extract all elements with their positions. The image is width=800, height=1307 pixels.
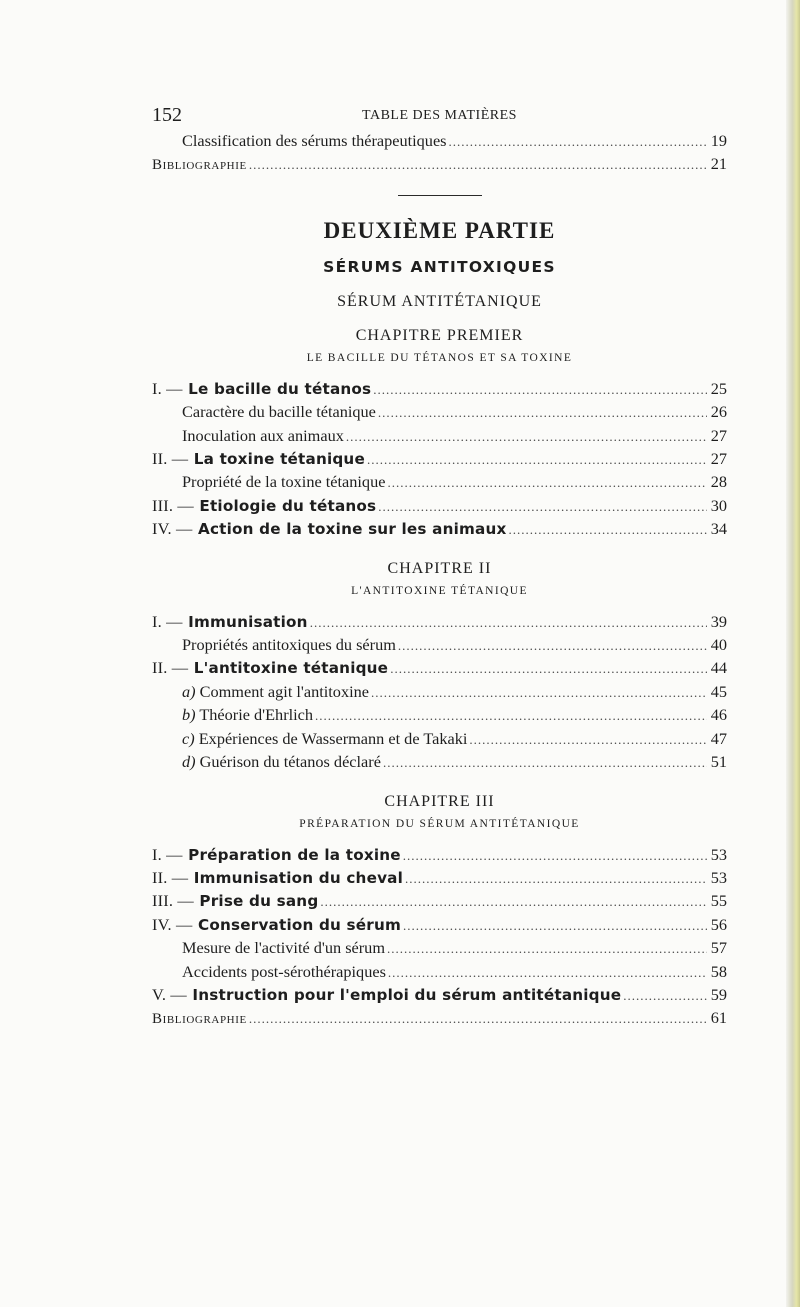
toc-entry bbox=[152, 130, 727, 153]
toc-entry-bibliography bbox=[152, 1007, 727, 1030]
toc-entry-label: Bibliographie bbox=[152, 157, 247, 174]
toc-entry bbox=[152, 984, 727, 1007]
toc-entry-label: Guérison du tétanos déclaré bbox=[199, 752, 381, 772]
leader-dots bbox=[373, 379, 707, 401]
toc-entry bbox=[152, 425, 727, 448]
chapter-title: CHAPITRE III bbox=[384, 792, 495, 810]
toc-entry-label: Accidents post-sérothérapiques bbox=[182, 961, 386, 981]
entry-number: I. — bbox=[152, 378, 183, 398]
section-title: SÉRUMS ANTITOXIQUES bbox=[323, 257, 556, 276]
entry-number: IV. — bbox=[152, 914, 193, 934]
toc-entry-label: Bibliographie bbox=[152, 1011, 247, 1028]
toc-entry-label: Propriété de la toxine tétanique bbox=[182, 472, 386, 492]
toc-entry-label: Etiologie du tétanos bbox=[199, 496, 377, 515]
entry-number: I. — bbox=[152, 844, 183, 864]
toc-entry-label: Action de la toxine sur les animaux bbox=[198, 520, 507, 539]
toc-entry-page: 46 bbox=[710, 705, 727, 725]
toc-entry-page: 27 bbox=[710, 449, 727, 469]
leader-dots bbox=[387, 938, 707, 960]
toc-entry bbox=[152, 961, 727, 984]
chapter-subtitle: LE BACILLE DU TÉTANOS ET SA TOXINE bbox=[306, 351, 573, 364]
toc-entry-page: 59 bbox=[710, 984, 727, 1004]
toc-entry-label: Expériences de Wassermann et de Takaki bbox=[198, 728, 468, 748]
entry-letter: a) bbox=[182, 681, 196, 701]
toc-entry bbox=[152, 657, 727, 680]
toc-entry bbox=[152, 751, 727, 774]
toc-entry-page: 26 bbox=[710, 402, 727, 422]
leader-dots bbox=[378, 402, 707, 424]
toc-entry-page: 47 bbox=[710, 728, 727, 748]
toc-entry bbox=[152, 867, 727, 890]
part-title: DEUXIÈME PARTIE bbox=[323, 217, 556, 243]
entry-number: III. — bbox=[152, 891, 194, 911]
entry-number: I. — bbox=[152, 611, 183, 631]
toc-entry bbox=[152, 937, 727, 960]
entry-number: III. — bbox=[152, 495, 194, 515]
toc-entry-label: Instruction pour l'emploi du sérum antitétanique bbox=[192, 985, 622, 1004]
toc-entry-label: Le bacille du tétanos bbox=[188, 379, 372, 398]
chapter-title: CHAPITRE II bbox=[387, 559, 492, 577]
toc-entry-label: Comment agit l'antitoxine bbox=[199, 681, 369, 701]
chapter-subtitle: L'ANTITOXINE TÉTANIQUE bbox=[351, 584, 528, 597]
toc-entry-page: 40 bbox=[710, 635, 727, 655]
toc-entry bbox=[152, 634, 727, 657]
toc-entry-page: 39 bbox=[710, 611, 727, 631]
toc-entry-label: Immunisation du cheval bbox=[193, 868, 404, 887]
leader-dots bbox=[378, 496, 707, 518]
table-of-contents bbox=[152, 104, 727, 1031]
leader-dots bbox=[383, 752, 707, 774]
entry-letter: b) bbox=[182, 705, 196, 725]
toc-entry-label: Préparation de la toxine bbox=[188, 845, 401, 864]
toc-entry bbox=[152, 518, 727, 541]
toc-entry-page: 58 bbox=[710, 961, 727, 981]
leader-dots bbox=[403, 915, 707, 937]
leader-dots bbox=[249, 154, 707, 176]
toc-entry-page: 57 bbox=[710, 938, 727, 958]
toc-entry bbox=[152, 471, 727, 494]
page-header bbox=[152, 104, 727, 130]
toc-entry-page: 51 bbox=[710, 752, 727, 772]
toc-entry-page: 55 bbox=[710, 891, 727, 911]
leader-dots bbox=[367, 449, 707, 471]
toc-entry-label: Immunisation bbox=[188, 612, 308, 631]
leader-dots bbox=[387, 472, 707, 494]
toc-entry-page: 44 bbox=[710, 658, 727, 678]
leader-dots bbox=[320, 891, 707, 913]
entry-number: IV. — bbox=[152, 519, 193, 539]
toc-entry bbox=[152, 844, 727, 867]
entry-number: II. — bbox=[152, 867, 189, 887]
leader-dots bbox=[449, 131, 707, 153]
leader-dots bbox=[405, 868, 707, 890]
entry-number: II. — bbox=[152, 449, 189, 469]
toc-entry-page: 45 bbox=[710, 681, 727, 701]
toc-entry-label: La toxine tétanique bbox=[193, 450, 365, 469]
toc-entry bbox=[152, 704, 727, 727]
entry-number: V. — bbox=[152, 984, 187, 1004]
toc-entry-page: 53 bbox=[710, 867, 727, 887]
serum-title: SÉRUM ANTITÉTANIQUE bbox=[337, 292, 542, 310]
chapter-title: CHAPITRE PREMIER bbox=[355, 326, 524, 344]
toc-entry-page: 28 bbox=[710, 472, 727, 492]
leader-dots bbox=[403, 845, 707, 867]
leader-dots bbox=[390, 658, 707, 680]
toc-entry bbox=[152, 401, 727, 424]
leader-dots bbox=[249, 1008, 707, 1030]
toc-entry bbox=[152, 681, 727, 704]
section-divider bbox=[398, 195, 482, 196]
entry-letter: c) bbox=[182, 728, 195, 748]
leader-dots bbox=[623, 985, 707, 1007]
leader-dots bbox=[371, 682, 707, 704]
toc-entry-label: Conservation du sérum bbox=[198, 915, 402, 934]
toc-entry-page: 53 bbox=[710, 844, 727, 864]
toc-entry-label: Classification des sérums thérapeutiques bbox=[182, 131, 447, 150]
page-number: 152 bbox=[152, 104, 182, 126]
toc-entry-label: Propriétés antitoxiques du sérum bbox=[182, 635, 396, 655]
leader-dots bbox=[346, 426, 707, 448]
toc-entry-bibliography bbox=[152, 153, 727, 176]
running-title: TABLE DES MATIÈRES bbox=[362, 108, 517, 123]
toc-entry-label: Mesure de l'activité d'un sérum bbox=[182, 938, 385, 958]
leader-dots bbox=[469, 729, 707, 751]
toc-entry bbox=[152, 728, 727, 751]
leader-dots bbox=[508, 519, 707, 541]
toc-entry-page: 21 bbox=[710, 154, 727, 174]
toc-entry bbox=[152, 890, 727, 913]
toc-entry-label: Prise du sang bbox=[199, 892, 319, 911]
toc-entry-page: 25 bbox=[710, 378, 727, 398]
toc-entry-page: 30 bbox=[710, 495, 727, 515]
toc-entry-label: Inoculation aux animaux bbox=[182, 425, 344, 445]
toc-entry bbox=[152, 611, 727, 634]
page-edge-shadow bbox=[786, 0, 800, 1307]
toc-entry bbox=[152, 914, 727, 937]
chapter-subtitle: PRÉPARATION DU SÉRUM ANTITÉTANIQUE bbox=[299, 817, 580, 830]
toc-entry-label: Théorie d'Ehrlich bbox=[199, 705, 314, 725]
toc-entry bbox=[152, 495, 727, 518]
leader-dots bbox=[388, 962, 707, 984]
toc-entry-label: L'antitoxine tétanique bbox=[193, 659, 389, 678]
toc-entry bbox=[152, 378, 727, 401]
toc-entry-page: 27 bbox=[710, 425, 727, 445]
toc-entry-label: Caractère du bacille tétanique bbox=[182, 402, 376, 422]
leader-dots bbox=[398, 635, 707, 657]
leader-dots bbox=[310, 612, 707, 634]
toc-entry-page: 34 bbox=[710, 519, 727, 539]
toc-entry-page: 61 bbox=[710, 1008, 727, 1028]
leader-dots bbox=[315, 705, 707, 727]
toc-entry-page: 56 bbox=[710, 914, 727, 934]
toc-entry bbox=[152, 448, 727, 471]
toc-entry-page: 19 bbox=[710, 131, 727, 150]
entry-letter: d) bbox=[182, 752, 196, 772]
entry-number: II. — bbox=[152, 658, 189, 678]
